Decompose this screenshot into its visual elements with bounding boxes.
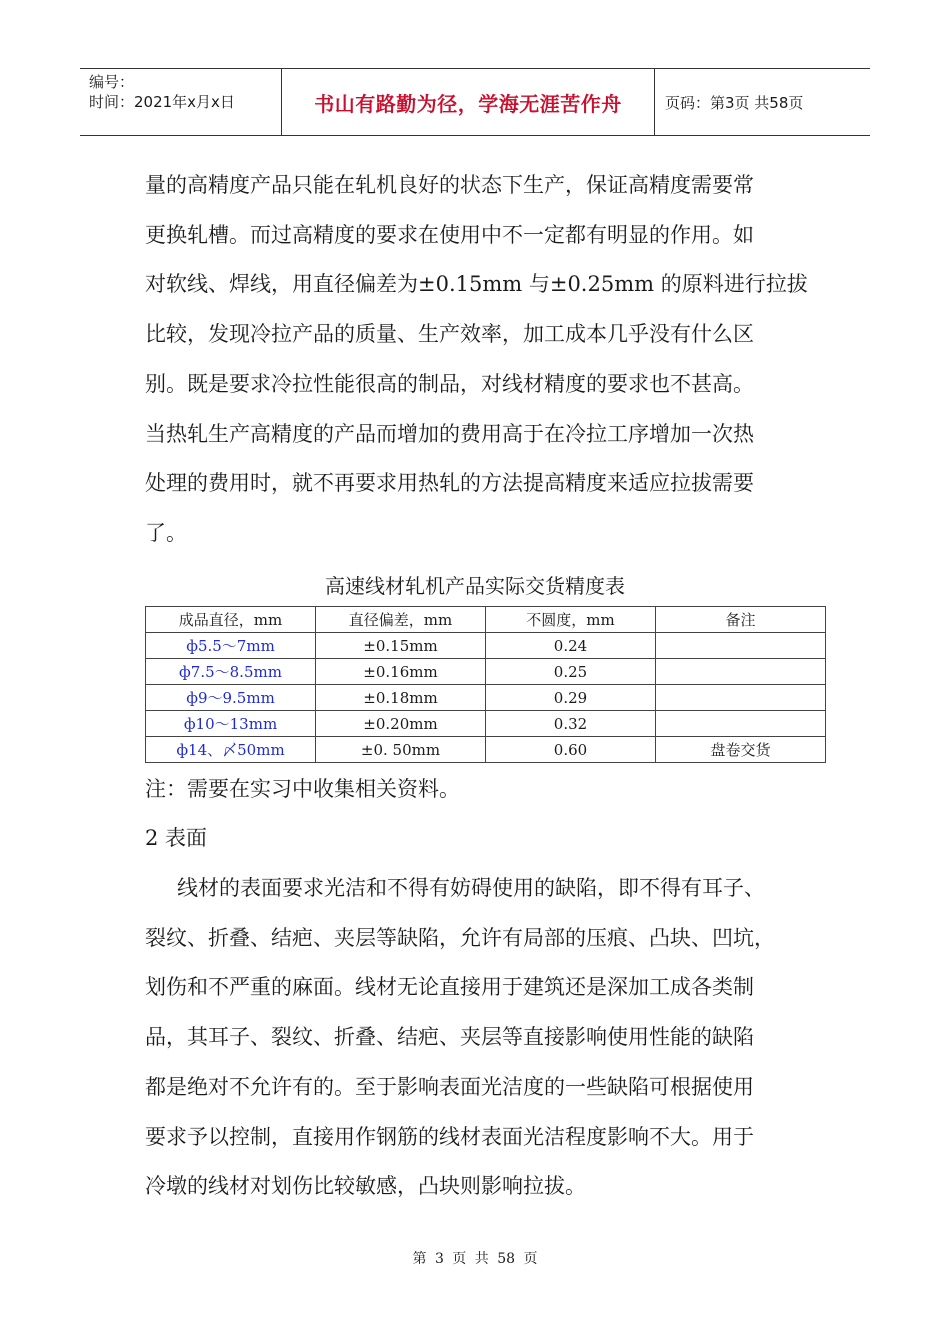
section-heading: 2 表面: [145, 826, 208, 850]
header-page-info: 页码：第3页 共58页: [665, 93, 804, 112]
cell-deviation: ±0.16mm: [316, 659, 486, 685]
body-paragraph-line: 比较，发现冷拉产品的质量、生产效率，加工成本几乎没有什么区: [145, 322, 754, 346]
precision-table: [145, 606, 826, 763]
body-paragraph-line: 裂纹、折叠、结疤、夹层等缺陷，允许有局部的压痕、凸块、凹坑，: [145, 926, 775, 950]
document-number-label: 编号：: [89, 73, 135, 91]
body-paragraph-line: 冷墩的线材对划伤比较敏感，凸块则影响拉拔。: [145, 1174, 586, 1198]
table-row: [146, 711, 826, 737]
cell-deviation: ±0.15mm: [316, 633, 486, 659]
cell-diameter: ф9～9.5mm: [146, 685, 316, 711]
body-paragraph-line: 更换轧槽。而过高精度的要求在使用中不一定都有明显的作用。如: [145, 223, 754, 247]
page-header: [80, 68, 870, 136]
table-title: 高速线材轧机产品实际交货精度表: [325, 574, 625, 598]
body-paragraph-line: 划伤和不严重的麻面。线材无论直接用于建筑还是深加工成各类制: [145, 975, 754, 999]
cell-remarks: 盘卷交货: [656, 737, 826, 763]
header-meta: [80, 69, 281, 135]
table-row: [146, 737, 826, 763]
body-paragraph-line: 对软线、焊线，用直径偏差为±0.15mm 与±0.25mm 的原料进行拉拔: [145, 272, 808, 296]
table-row: [146, 659, 826, 685]
body-paragraph-line: 当热轧生产高精度的产品而增加的费用高于在冷拉工序增加一次热: [145, 422, 754, 446]
document-date: 时间：2021年x月x日: [89, 93, 235, 111]
table-header-row: [146, 607, 826, 633]
body-paragraph-line: 处理的费用时，就不再要求用热轧的方法提高精度来适应拉拔需要: [145, 471, 754, 495]
column-header-ovality: 不圆度，mm: [486, 607, 656, 633]
cell-ovality: 0.24: [486, 633, 656, 659]
cell-ovality: 0.32: [486, 711, 656, 737]
body-paragraph-line: 品，其耳子、裂纹、折叠、结疤、夹层等直接影响使用性能的缺陷: [145, 1025, 754, 1049]
body-paragraph-line: 线材的表面要求光洁和不得有妨碍使用的缺陷，即不得有耳子、: [177, 876, 765, 900]
body-paragraph-line: 量的高精度产品只能在轧机良好的状态下生产，保证高精度需要常: [145, 173, 754, 197]
cell-diameter: ф7.5～8.5mm: [146, 659, 316, 685]
cell-diameter: ф5.5～7mm: [146, 633, 316, 659]
cell-remarks: [656, 659, 826, 685]
body-paragraph-line: 要求予以控制，直接用作钢筋的线材表面光洁程度影响不大。用于: [145, 1125, 754, 1149]
column-header-remarks: 备注: [656, 607, 826, 633]
body-paragraph-line: 了。: [145, 521, 187, 545]
cell-diameter: ф10～13mm: [146, 711, 316, 737]
cell-ovality: 0.60: [486, 737, 656, 763]
page-footer: 第 3 页 共 58 页: [412, 1251, 538, 1267]
column-header-deviation: 直径偏差，mm: [316, 607, 486, 633]
header-motto: 书山有路勤为径，学海无涯苦作舟: [281, 69, 655, 135]
table-note: 注：需要在实习中收集相关资料。: [145, 777, 460, 801]
cell-remarks: [656, 685, 826, 711]
cell-deviation: ±0. 50mm: [316, 737, 486, 763]
column-header-diameter: 成品直径，mm: [146, 607, 316, 633]
cell-ovality: 0.29: [486, 685, 656, 711]
body-paragraph-line: 都是绝对不允许有的。至于影响表面光洁度的一些缺陷可根据使用: [145, 1075, 754, 1099]
table-row: [146, 633, 826, 659]
cell-ovality: 0.25: [486, 659, 656, 685]
table-row: [146, 685, 826, 711]
cell-diameter: ф14、〆50mm: [146, 737, 316, 763]
cell-remarks: [656, 711, 826, 737]
cell-deviation: ±0.20mm: [316, 711, 486, 737]
body-paragraph-line: 别。既是要求冷拉性能很高的制品，对线材精度的要求也不甚高。: [145, 372, 754, 396]
cell-remarks: [656, 633, 826, 659]
cell-deviation: ±0.18mm: [316, 685, 486, 711]
